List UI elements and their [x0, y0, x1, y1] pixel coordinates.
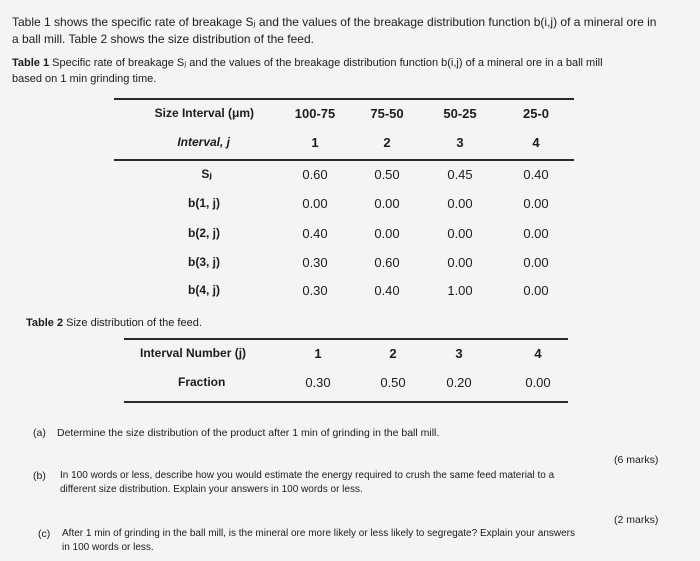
table1-interval-label: Interval, j	[177, 135, 230, 149]
table1-cell: 0.40	[302, 226, 328, 241]
table2-interval-4: 4	[534, 346, 542, 361]
table1-interval-4: 4	[532, 135, 540, 150]
table1-cell: 0.50	[374, 167, 400, 182]
table2-fraction-label: Fraction	[178, 375, 226, 389]
table2-interval-2: 2	[389, 346, 397, 361]
table1-size-2: 75-50	[370, 106, 404, 121]
table1-cell: 1.00	[447, 283, 473, 298]
table2-interval-3: 3	[455, 346, 463, 361]
table1-cell: 0.00	[523, 226, 549, 241]
table1-cell: 0.00	[374, 226, 400, 241]
question-a-text: Determine the size distribution of the product after 1 min of grinding in the ball mill.	[57, 427, 440, 439]
table1-interval-1: 1	[311, 135, 319, 150]
question-b-text-1: In 100 words or less, describe how you would estimate the energy required to crush the same feed material to a	[60, 470, 555, 481]
question-b-marks: (2 marks)	[614, 514, 659, 526]
table1-cell: 0.40	[523, 167, 549, 182]
table2-caption-label: Table 2	[26, 317, 64, 329]
table1-row-label: Sⱼ	[201, 167, 212, 181]
table1-size-1: 100-75	[294, 106, 336, 121]
table1-row-label: b(4, j)	[188, 283, 220, 297]
table2-top-rule	[124, 338, 568, 340]
table1-caption	[12, 55, 603, 71]
table1-cell: 0.00	[447, 226, 473, 241]
table1-caption-label: Table 1	[12, 57, 50, 69]
table1-cell: 0.60	[302, 167, 328, 182]
table1-caption-line2: based on 1 min grinding time.	[12, 73, 157, 85]
table2-cell: 0.00	[525, 375, 551, 390]
table1-size-4: 25-0	[522, 106, 550, 121]
table1-cell: 0.00	[447, 196, 473, 211]
table2-caption	[26, 315, 202, 331]
table1-row-label: b(2, j)	[188, 226, 220, 240]
table1-cell: 0.00	[374, 196, 400, 211]
table1-caption-text: Specific rate of breakage Sⱼ and the values of the breakage distribution function b(i,j) of a mineral ore in a ball mill	[49, 57, 603, 69]
table1-cell: 0.60	[374, 255, 400, 270]
table2-cell: 0.30	[305, 375, 331, 390]
table1-interval-3: 3	[456, 135, 464, 150]
question-c-text-2: in 100 words or less.	[62, 542, 154, 553]
table2-cell: 0.50	[380, 375, 406, 390]
table2-caption-text: Size distribution of the feed.	[63, 317, 202, 329]
intro-line-1: Table 1 shows the specific rate of breakage Sⱼ and the values of the breakage distribution function b(i,j) of a mineral ore in	[12, 15, 657, 29]
question-b-tag: (b)	[33, 470, 46, 482]
table1-cell: 0.30	[302, 283, 328, 298]
table1-cell: 0.45	[447, 167, 473, 182]
question-c-tag: (c)	[38, 528, 51, 540]
table2-interval-label: Interval Number (j)	[140, 346, 247, 360]
table1-cell: 0.30	[302, 255, 328, 270]
intro-line-2: a ball mill. Table 2 shows the size distribution of the feed.	[12, 32, 314, 46]
question-c-text-1: After 1 min of grinding in the ball mill, is the mineral ore more likely or less likely to segregate? Explain your answers	[62, 528, 576, 539]
table2-bottom-rule	[124, 401, 568, 403]
table1-top-rule	[114, 98, 574, 100]
table1-mid-rule	[114, 159, 574, 161]
table1-size-3: 50-25	[443, 106, 477, 121]
table1-cell: 0.00	[523, 196, 549, 211]
table1-cell: 0.00	[523, 283, 549, 298]
question-b-text-2: different size distribution. Explain your answers in 100 words or less.	[60, 484, 363, 495]
table2-interval-1: 1	[314, 346, 322, 361]
table1-cell: 0.40	[374, 283, 400, 298]
table1-row-label: b(3, j)	[188, 255, 220, 269]
table1-row-label: b(1, j)	[188, 196, 220, 210]
question-a-tag: (a)	[33, 427, 46, 439]
question-a-marks: (6 marks)	[614, 454, 659, 466]
table1-size-label: Size Interval (μm)	[154, 106, 254, 120]
table2-cell: 0.20	[446, 375, 472, 390]
table1-cell: 0.00	[447, 255, 473, 270]
table1-cell: 0.00	[523, 255, 549, 270]
table1-interval-2: 2	[383, 135, 391, 150]
table1-cell: 0.00	[302, 196, 328, 211]
